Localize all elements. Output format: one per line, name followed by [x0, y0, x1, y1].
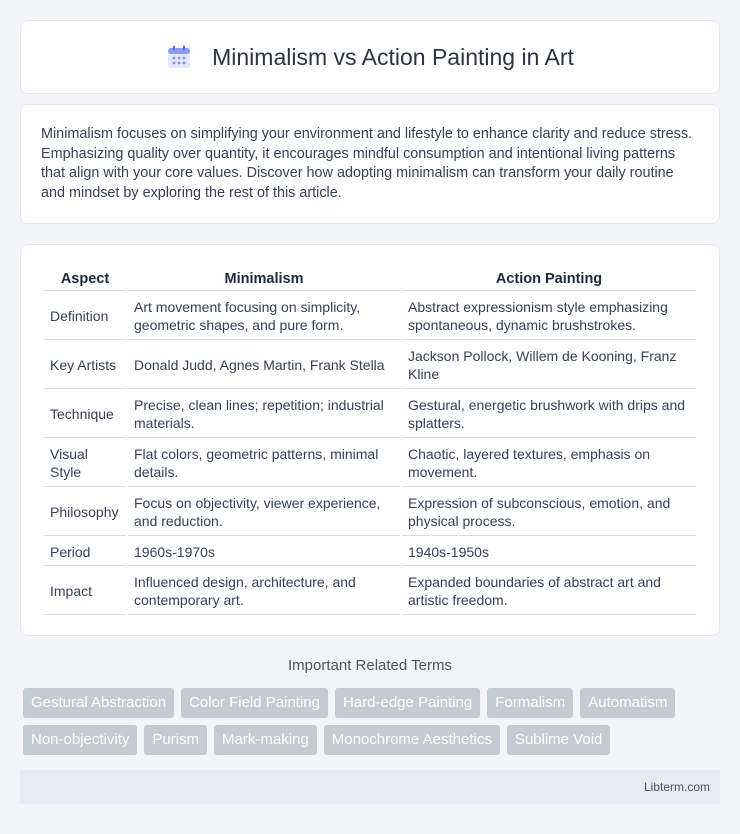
- header-card: [20, 20, 720, 94]
- table-row: [44, 489, 696, 536]
- tag-color-field-painting[interactable]: Color Field Painting: [181, 688, 328, 718]
- aspect-cell: Visual Style: [44, 440, 126, 487]
- tag-purism[interactable]: Purism: [144, 725, 207, 755]
- header-aspect: Aspect: [44, 267, 126, 291]
- header-action-painting: Action Painting: [402, 267, 696, 291]
- minimalism-cell: Precise, clean lines; repetition; industrial materials.: [128, 391, 400, 438]
- table-row: [44, 440, 696, 487]
- action-painting-cell: 1940s-1950s: [402, 538, 696, 566]
- table-row: [44, 391, 696, 438]
- tag-monochrome-aesthetics[interactable]: Monochrome Aesthetics: [324, 725, 500, 755]
- table-row: [44, 538, 696, 566]
- action-painting-cell: Jackson Pollock, Willem de Kooning, Franz Kline: [402, 342, 696, 389]
- tag-sublime-void[interactable]: Sublime Void: [507, 725, 611, 755]
- tag-hard-edge-painting[interactable]: Hard-edge Painting: [335, 688, 480, 718]
- tag-automatism[interactable]: Automatism: [580, 688, 675, 718]
- footer-brand-link[interactable]: Libterm.com: [643, 780, 710, 794]
- minimalism-cell: Art movement focusing on simplicity, geometric shapes, and pure form.: [128, 293, 400, 340]
- aspect-cell: Period: [44, 538, 126, 566]
- tag-non-objectivity[interactable]: Non-objectivity: [23, 725, 137, 755]
- comparison-table-card: [20, 244, 720, 636]
- minimalism-cell: Flat colors, geometric patterns, minimal details.: [128, 440, 400, 487]
- minimalism-cell: Influenced design, architecture, and contemporary art.: [128, 568, 400, 615]
- aspect-cell: Impact: [44, 568, 126, 615]
- action-painting-cell: Chaotic, layered textures, emphasis on movement.: [402, 440, 696, 487]
- related-terms-tags: [23, 688, 723, 755]
- calendar-grid-icon: [166, 44, 192, 70]
- footer: [20, 770, 720, 804]
- table-header-row: [44, 267, 696, 291]
- intro-paragraph: Minimalism focuses on simplifying your environment and lifestyle to enhance clarity and reduce stress. Emphasizing quality over quantity, it encourages mindful consumption and intentional living patterns that align with your core values. Discover how adopting minimalism can transform your daily routine and mindset by exploring the rest of this article.: [41, 126, 693, 201]
- tag-gestural-abstraction[interactable]: Gestural Abstraction: [23, 688, 174, 718]
- tag-formalism[interactable]: Formalism: [487, 688, 573, 718]
- aspect-cell: Philosophy: [44, 489, 126, 536]
- page-title: Minimalism vs Action Painting in Art: [212, 43, 574, 70]
- tag-mark-making[interactable]: Mark-making: [214, 725, 317, 755]
- table-row: [44, 293, 696, 340]
- action-painting-cell: Expanded boundaries of abstract art and artistic freedom.: [402, 568, 696, 615]
- aspect-cell: Technique: [44, 391, 126, 438]
- table-row: [44, 568, 696, 615]
- aspect-cell: Definition: [44, 293, 126, 340]
- related-terms-title: Important Related Terms: [288, 657, 452, 674]
- header-minimalism: Minimalism: [128, 267, 400, 291]
- action-painting-cell: Abstract expressionism style emphasizing spontaneous, dynamic brushstrokes.: [402, 293, 696, 340]
- minimalism-cell: 1960s-1970s: [128, 538, 400, 566]
- minimalism-cell: Donald Judd, Agnes Martin, Frank Stella: [128, 342, 400, 389]
- action-painting-cell: Gestural, energetic brushwork with drips and splatters.: [402, 391, 696, 438]
- intro-card: [20, 104, 720, 224]
- aspect-cell: Key Artists: [44, 342, 126, 389]
- action-painting-cell: Expression of subconscious, emotion, and physical process.: [402, 489, 696, 536]
- comparison-table: [42, 265, 698, 617]
- minimalism-cell: Focus on objectivity, viewer experience, and reduction.: [128, 489, 400, 536]
- table-row: [44, 342, 696, 389]
